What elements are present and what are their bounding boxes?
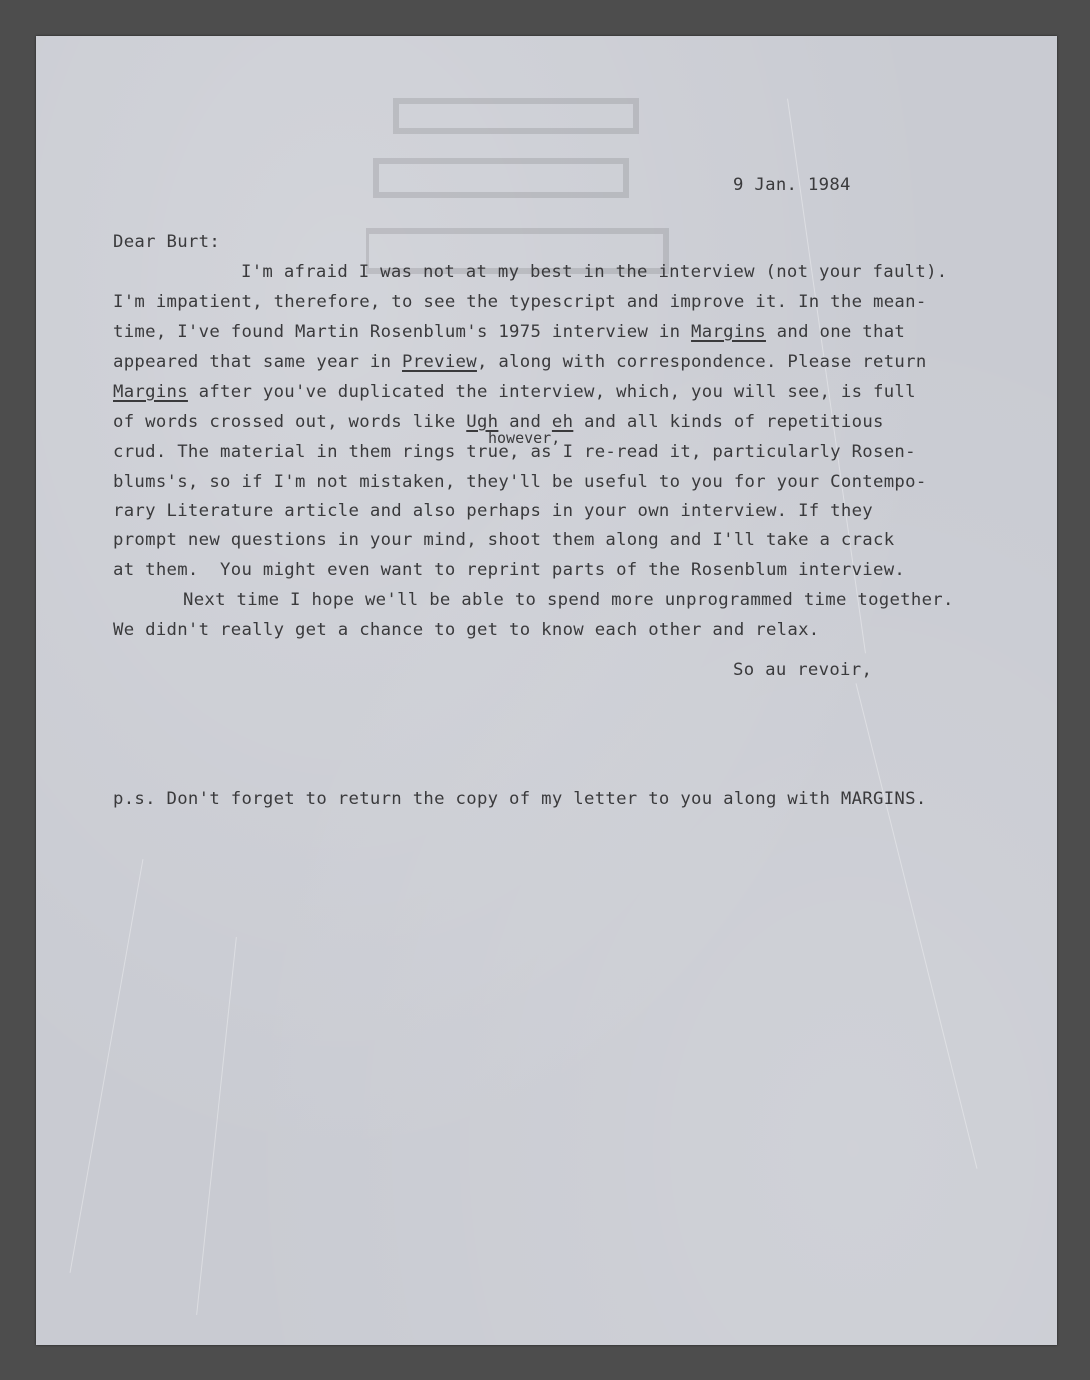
salutation: Dear Burt: [113, 232, 221, 252]
paragraph1-line8: blums's, so if I'm not mistaken, they'll be useful to you for your Contempo- [113, 472, 927, 492]
paragraph1-line3 [113, 322, 905, 342]
letter-date: 9 Jan. 1984 [733, 175, 851, 195]
paragraph2-line1: Next time I hope we'll be able to spend more unprogrammed time together. [183, 590, 954, 610]
paragraph2-line2: We didn't really get a chance to get to know each other and relax. [113, 620, 820, 640]
paragraph1-line1: I'm afraid I was not at my best in the interview (not your fault). [241, 262, 948, 282]
underlined-word: eh [551, 412, 574, 432]
closing: So au revoir, [733, 660, 873, 680]
postscript: p.s. Don't forget to return the copy of my letter to you along with MARGINS. [113, 789, 927, 809]
text-run: of words crossed out, words like [113, 412, 467, 432]
letter-page [36, 36, 1057, 1345]
paragraph1-line11: at them. You might even want to reprint parts of the Rosenblum interview. [113, 560, 906, 580]
paragraph1-line7: crud. The material in them rings true, as I re-read it, particularly Rosen- [113, 442, 916, 462]
text-run: and [498, 412, 552, 432]
paragraph1-line2: I'm impatient, therefore, to see the typescript and improve it. In the mean- [113, 292, 927, 312]
text-run: and all kinds of repetitious [573, 412, 884, 432]
paragraph1-line5 [113, 382, 916, 402]
text-run: after you've duplicated the interview, which, you will see, is full [187, 382, 916, 402]
text-run: and one that [765, 322, 906, 342]
underlined-title: Margins [113, 382, 188, 402]
paragraph1-line9: rary Literature article and also perhaps in your own interview. If they [113, 501, 873, 521]
paragraph1-line4 [113, 352, 927, 372]
underlined-title: Preview [402, 352, 477, 372]
underlined-word: Ugh [466, 412, 499, 432]
text-run: time, I've found Martin Rosenblum's 1975 interview in [113, 322, 692, 342]
typed-insertion: however, [488, 429, 561, 447]
text-run: appeared that same year in [113, 352, 403, 372]
text-run: , along with correspondence. Please return [476, 352, 927, 372]
underlined-title: Margins [691, 322, 766, 342]
letter-body [36, 36, 1057, 1345]
paragraph1-line10: prompt new questions in your mind, shoot them along and I'll take a crack [113, 530, 895, 550]
